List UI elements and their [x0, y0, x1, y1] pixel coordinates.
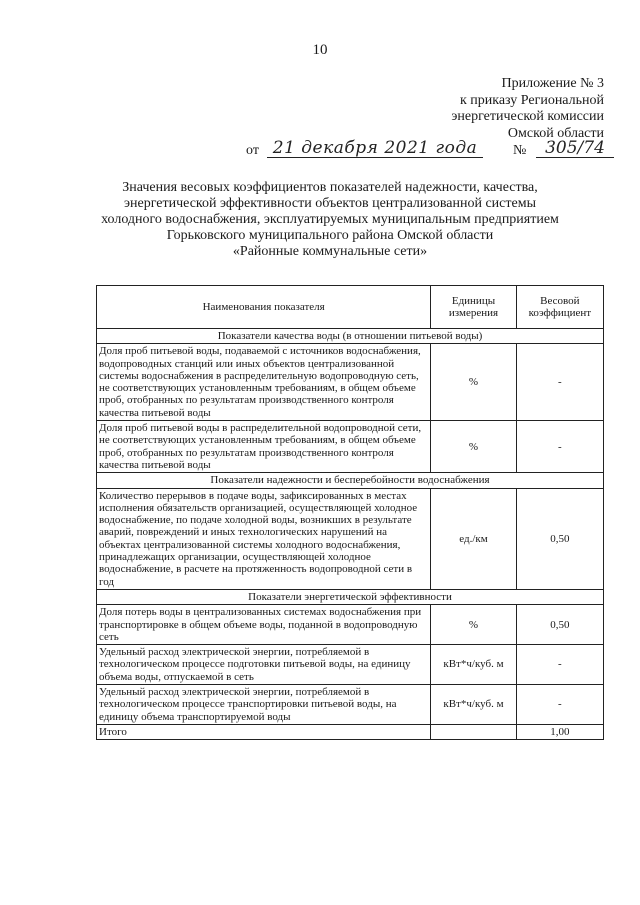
header-weight: Весовой коэффициент: [516, 286, 603, 329]
table-row: [97, 685, 604, 725]
indicators-table: [96, 285, 604, 740]
title-line-3: холодного водоснабжения, эксплуатируемых муниципальным предприятием: [101, 212, 559, 227]
total-unit: [431, 724, 516, 739]
title-line-2: энергетической эффективности объектов централизованной системы: [124, 196, 536, 211]
indicator-weight: 0,50: [516, 488, 603, 589]
indicator-name: Удельный расход электрической энергии, потребляемой в технологическом процессе транспортировки питьевой воды, на единицу объема транспортируемой воды: [97, 685, 431, 725]
indicator-unit: %: [431, 605, 516, 645]
title-line-1: Значения весовых коэффициентов показателей надежности, качества,: [122, 180, 538, 195]
order-number-label: №: [513, 143, 527, 158]
total-label: Итого: [97, 724, 431, 739]
header-indicator-name: Наименования показателя: [97, 286, 431, 329]
appendix-commission: энергетической комиссии: [451, 109, 604, 124]
section-title-energy: Показатели энергетической эффективности: [97, 589, 604, 604]
appendix-title: Приложение № 3: [501, 76, 604, 91]
indicator-name: Удельный расход электрической энергии, потребляемой в технологическом процессе подготовки питьевой воды, на единицу объема воды, отпускаемой в сеть: [97, 645, 431, 685]
indicator-weight: 0,50: [516, 605, 603, 645]
section-row-reliability: [97, 473, 604, 488]
indicator-name: Доля проб питьевой воды, подаваемой с источников водоснабжения, водопроводных станций или иных объектов централизованной системы водоснабжения в распределительную водопроводную сеть, не соответствующих установленным требованиям, в общем объеме проб, отобранных по результатам производственного контроля качества питьевой воды: [97, 344, 431, 421]
indicator-unit: ед./км: [431, 488, 516, 589]
table-row: [97, 645, 604, 685]
page-number: 10: [312, 42, 328, 58]
table-row: [97, 605, 604, 645]
indicator-weight: -: [516, 685, 603, 725]
header-unit: Единицы измерения: [431, 286, 516, 329]
table-row: [97, 488, 604, 589]
indicator-weight: -: [516, 421, 603, 473]
indicator-unit: кВт*ч/куб. м: [431, 685, 516, 725]
order-from-label: от: [246, 143, 259, 158]
table-header-row: [97, 286, 604, 329]
total-weight: 1,00: [516, 724, 603, 739]
indicator-weight: -: [516, 344, 603, 421]
order-line: [246, 140, 616, 162]
section-row-quality: [97, 329, 604, 344]
section-row-energy: [97, 589, 604, 604]
appendix-header: [364, 76, 604, 142]
appendix-region: Омской области: [507, 125, 604, 141]
document-title: [90, 180, 570, 260]
appendix-order-ref: к приказу Региональной: [459, 92, 604, 108]
section-title-reliability: Показатели надежности и бесперебойности водоснабжения: [97, 473, 604, 488]
indicator-unit: %: [431, 421, 516, 473]
section-title-quality: Показатели качества воды (в отношении питьевой воды): [97, 329, 604, 344]
indicator-unit: кВт*ч/куб. м: [431, 645, 516, 685]
order-number-handwritten: 305/74: [536, 138, 614, 158]
table-row: [97, 421, 604, 473]
title-line-5: «Районные коммунальные сети»: [232, 244, 428, 259]
total-row: [97, 724, 604, 739]
indicator-weight: -: [516, 645, 603, 685]
indicator-unit: %: [431, 344, 516, 421]
indicator-name: Доля потерь воды в централизованных системах водоснабжения при транспортировке в общем объеме воды, поданной в водопроводную сеть: [97, 605, 431, 645]
order-date-handwritten: 21 декабря 2021 года: [267, 138, 483, 158]
indicator-name: Количество перерывов в подаче воды, зафиксированных в местах исполнения обязательств организацией, осуществляющей холодное водоснабжение, по подаче холодной воды, возникших в результате аварий, повреждений и иных технологических нарушений на объектах централизованной системы холодного водоснабжения, принадлежащих организации, осуществляющей холодное водоснабжение, в расчете на протяженность водопроводной сети в год: [97, 488, 431, 589]
title-line-4: Горьковского муниципального района Омской области: [166, 228, 494, 243]
table-row: [97, 344, 604, 421]
indicator-name: Доля проб питьевой воды в распределительной водопроводной сети, не соответствующих установленным требованиям, в общем объеме проб, отобранных по результатам производственного контроля качества питьевой воды: [97, 421, 431, 473]
